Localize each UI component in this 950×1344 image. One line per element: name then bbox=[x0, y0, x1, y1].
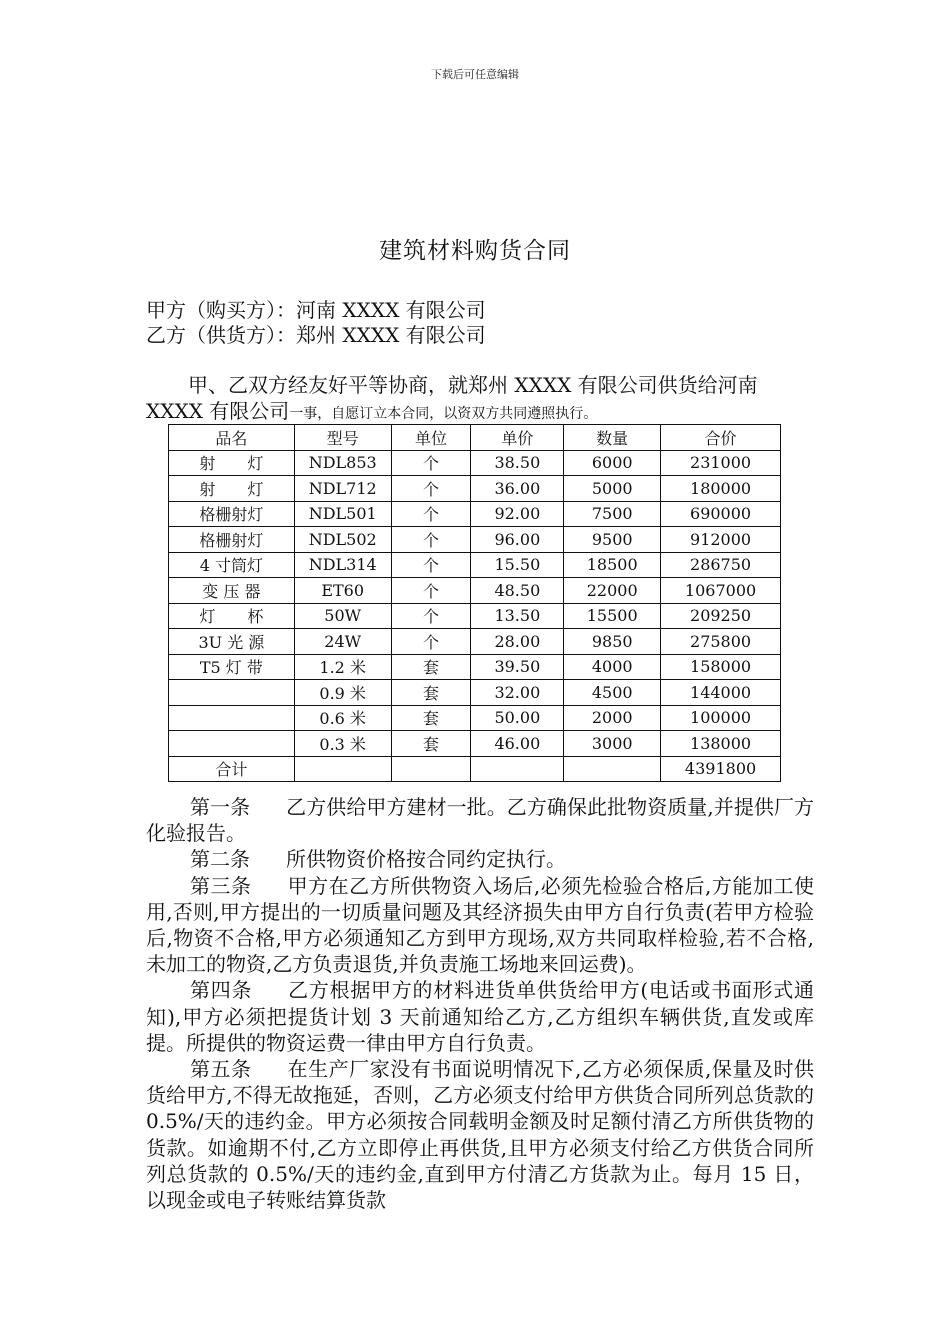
total-amount: 4391800 bbox=[661, 756, 781, 782]
clause-1 bbox=[146, 794, 814, 846]
table-row bbox=[169, 527, 781, 553]
cell-unit-price: 28.00 bbox=[471, 629, 564, 655]
header-model: 型号 bbox=[294, 425, 391, 451]
cell-unit: 个 bbox=[391, 603, 471, 629]
cell-unit: 个 bbox=[391, 450, 471, 476]
table-header-row bbox=[169, 425, 781, 451]
clause-3 bbox=[146, 873, 814, 978]
party-a: 甲方（购买方）：河南 XXXX 有限公司 bbox=[146, 298, 486, 322]
cell-amount: 690000 bbox=[661, 501, 781, 527]
cell-unit-price: 39.50 bbox=[471, 654, 564, 680]
cell-unit: 个 bbox=[391, 629, 471, 655]
cell-name: 射 灯 bbox=[169, 476, 295, 502]
intro-paragraph bbox=[146, 372, 811, 427]
table-row bbox=[169, 654, 781, 680]
cell-amount: 144000 bbox=[661, 680, 781, 706]
cell-quantity: 18500 bbox=[564, 552, 661, 578]
party-b: 乙方（供货方）：郑州 XXXX 有限公司 bbox=[146, 323, 486, 347]
cell-quantity: 6000 bbox=[564, 450, 661, 476]
total-empty-cell bbox=[471, 756, 564, 782]
clause-number: 第三条 bbox=[190, 873, 252, 898]
cell-model: 1.2 米 bbox=[294, 654, 391, 680]
table-row bbox=[169, 476, 781, 502]
clause-text: 在生产厂家没有书面说明情况下,乙方必须保质,保量及时供货给甲方,不得无故拖延，否则，乙方必须支付给甲方供货合同所列总货款的 0.5%/天的违约金。甲方必须按合同载明金额及时足额付清乙方所供货物的货款。如逾期不付,乙方立即停止再供货,且甲方必须支付给乙方供货合同所列总货款的 0.5%/天的违约金,直到甲方付清乙方货款为止。每月 15 日，以现金或电子转账结算货款 bbox=[146, 1057, 815, 1213]
header-name: 品名 bbox=[169, 425, 295, 451]
header-unit-price: 单价 bbox=[471, 425, 564, 451]
cell-name: 射 灯 bbox=[169, 450, 295, 476]
cell-quantity: 9500 bbox=[564, 527, 661, 553]
clause-number: 第二条 bbox=[190, 847, 250, 872]
cell-unit-price: 46.00 bbox=[471, 731, 564, 757]
cell-quantity: 3000 bbox=[564, 731, 661, 757]
clause-text: 乙方供给甲方建材一批。乙方确保此批物资质量,并提供厂方化验报告。 bbox=[146, 795, 814, 846]
header-unit: 单位 bbox=[391, 425, 471, 451]
cell-unit-price: 32.00 bbox=[471, 680, 564, 706]
intro-line-2-small: 一事，自愿订立本合同，以资双方共同遵照执行。 bbox=[289, 406, 598, 422]
cell-model: NDL712 bbox=[294, 476, 391, 502]
clause-number: 第五条 bbox=[190, 1057, 252, 1082]
total-label: 合计 bbox=[169, 756, 295, 782]
cell-amount: 209250 bbox=[661, 603, 781, 629]
table-row bbox=[169, 680, 781, 706]
cell-unit: 个 bbox=[391, 501, 471, 527]
clause-text: 乙方根据甲方的材料进货单供货给甲方(电话或书面形式通知),甲方必须把提货计划 3 天前通知给乙方,乙方组织车辆供货,直发或库提。所提供的物资运费一律由甲方自行负责。 bbox=[146, 978, 814, 1055]
cell-quantity: 2000 bbox=[564, 705, 661, 731]
clause-4 bbox=[146, 977, 814, 1056]
cell-unit-price: 38.50 bbox=[471, 450, 564, 476]
cell-model: NDL501 bbox=[294, 501, 391, 527]
cell-model: NDL502 bbox=[294, 527, 391, 553]
cell-name: 格栅射灯 bbox=[169, 501, 295, 527]
clause-text: 甲方在乙方所供物资入场后,必须先检验合格后,方能加工使用,否则,甲方提出的一切质量问题及其经济损失由甲方自行负责(若甲方检验后,物资不合格,甲方必须通知乙方到甲方现场,双方共同取样检验,若不合格,未加工的物资,乙方负责退货,并负责施工场地来回运费)。 bbox=[146, 873, 815, 977]
cell-unit: 个 bbox=[391, 476, 471, 502]
cell-model: 0.6 米 bbox=[294, 705, 391, 731]
cell-amount: 100000 bbox=[661, 705, 781, 731]
clause-text: 所供物资价格按合同约定执行。 bbox=[286, 847, 566, 872]
cell-unit: 个 bbox=[391, 578, 471, 604]
intro-line-2-company: XXXX 有限公司 bbox=[146, 399, 290, 423]
cell-amount: 1067000 bbox=[661, 578, 781, 604]
cell-unit-price: 48.50 bbox=[471, 578, 564, 604]
clause-2 bbox=[146, 846, 814, 872]
header-quantity: 数量 bbox=[564, 425, 661, 451]
cell-name bbox=[169, 705, 295, 731]
cell-model: NDL314 bbox=[294, 552, 391, 578]
cell-unit-price: 13.50 bbox=[471, 603, 564, 629]
cell-quantity: 22000 bbox=[564, 578, 661, 604]
cell-model: 50W bbox=[294, 603, 391, 629]
cell-amount: 231000 bbox=[661, 450, 781, 476]
cell-name bbox=[169, 680, 295, 706]
table-row bbox=[169, 629, 781, 655]
cell-name: 4 寸筒灯 bbox=[169, 552, 295, 578]
cell-amount: 275800 bbox=[661, 629, 781, 655]
cell-model: 0.9 米 bbox=[294, 680, 391, 706]
cell-name: 灯 杯 bbox=[169, 603, 295, 629]
clause-5 bbox=[146, 1056, 814, 1213]
intro-line-1: 甲、乙双方经友好平等协商，就郑州 XXXX 有限公司供货给河南 bbox=[188, 373, 758, 397]
cell-unit: 个 bbox=[391, 527, 471, 553]
table-row bbox=[169, 705, 781, 731]
cell-model: 0.3 米 bbox=[294, 731, 391, 757]
cell-name bbox=[169, 731, 295, 757]
cell-quantity: 7500 bbox=[564, 501, 661, 527]
cell-amount: 180000 bbox=[661, 476, 781, 502]
cell-amount: 912000 bbox=[661, 527, 781, 553]
cell-unit-price: 36.00 bbox=[471, 476, 564, 502]
cell-unit-price: 50.00 bbox=[471, 705, 564, 731]
cell-model: 24W bbox=[294, 629, 391, 655]
cell-quantity: 4000 bbox=[564, 654, 661, 680]
cell-unit: 个 bbox=[391, 552, 471, 578]
cell-quantity: 5000 bbox=[564, 476, 661, 502]
cell-name: T5 灯 带 bbox=[169, 654, 295, 680]
cell-name: 格栅射灯 bbox=[169, 527, 295, 553]
cell-quantity: 9850 bbox=[564, 629, 661, 655]
cell-unit: 套 bbox=[391, 680, 471, 706]
cell-unit-price: 92.00 bbox=[471, 501, 564, 527]
document-title: 建筑材料购货合同 bbox=[379, 238, 571, 264]
cell-amount: 158000 bbox=[661, 654, 781, 680]
clause-number: 第四条 bbox=[190, 978, 253, 1003]
cell-quantity: 4500 bbox=[564, 680, 661, 706]
table-row bbox=[169, 578, 781, 604]
cell-name: 3U 光 源 bbox=[169, 629, 295, 655]
intro-line-2 bbox=[146, 398, 811, 427]
goods-table bbox=[168, 424, 781, 782]
cell-unit-price: 96.00 bbox=[471, 527, 564, 553]
table-row bbox=[169, 603, 781, 629]
cell-amount: 286750 bbox=[661, 552, 781, 578]
cell-unit: 套 bbox=[391, 654, 471, 680]
header-note: 下载后可任意编辑 bbox=[431, 68, 519, 81]
table-total-row bbox=[169, 756, 781, 782]
cell-amount: 138000 bbox=[661, 731, 781, 757]
cell-name: 变 压 器 bbox=[169, 578, 295, 604]
cell-unit-price: 15.50 bbox=[471, 552, 564, 578]
contract-clauses bbox=[146, 794, 814, 1213]
table-row bbox=[169, 552, 781, 578]
total-empty-cell bbox=[564, 756, 661, 782]
table-row bbox=[169, 731, 781, 757]
cell-model: NDL853 bbox=[294, 450, 391, 476]
table-row bbox=[169, 501, 781, 527]
cell-model: ET60 bbox=[294, 578, 391, 604]
clause-number: 第一条 bbox=[190, 795, 251, 819]
table-row bbox=[169, 450, 781, 476]
total-empty-cell bbox=[391, 756, 471, 782]
total-empty-cell bbox=[294, 756, 391, 782]
cell-unit: 套 bbox=[391, 705, 471, 731]
header-amount: 合价 bbox=[661, 425, 781, 451]
cell-quantity: 15500 bbox=[564, 603, 661, 629]
cell-unit: 套 bbox=[391, 731, 471, 757]
